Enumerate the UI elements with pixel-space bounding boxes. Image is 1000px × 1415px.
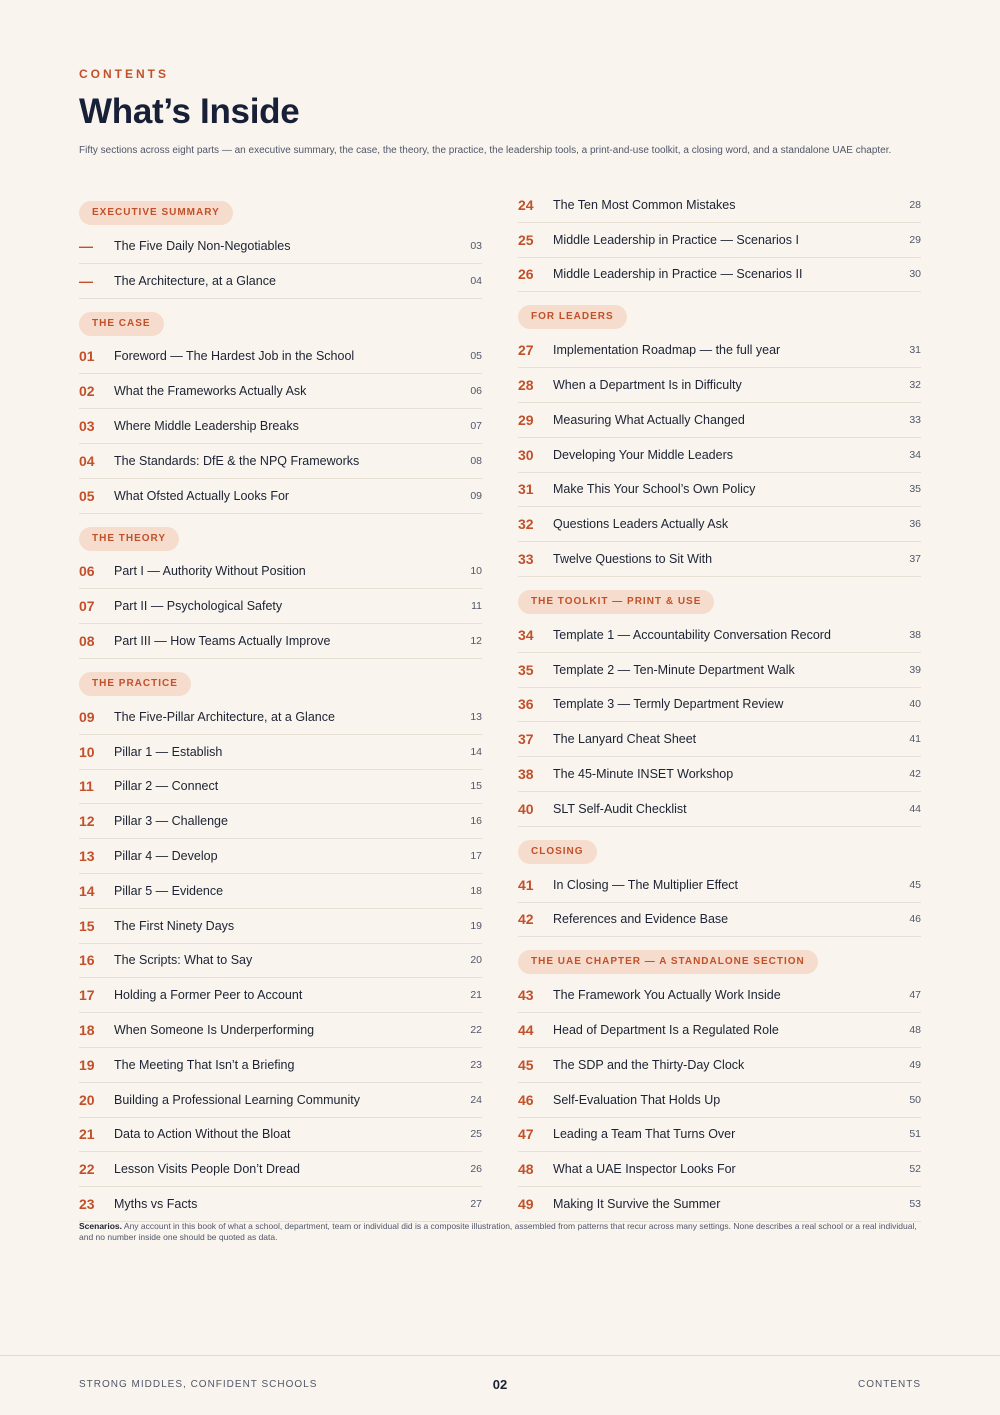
toc-entry[interactable]	[518, 978, 921, 1013]
toc-section	[518, 937, 921, 1222]
entry-page-number: 33	[909, 413, 921, 426]
entry-number: 20	[79, 1091, 95, 1108]
entry-page-number: 18	[470, 884, 482, 897]
scenarios-footnote	[79, 1221, 921, 1243]
toc-entry[interactable]	[79, 479, 482, 514]
toc-section	[79, 659, 482, 1222]
toc-entry[interactable]	[518, 792, 921, 827]
toc-section	[518, 188, 921, 292]
entry-title: Pillar 3 — Challenge	[114, 814, 228, 829]
entry-page-number: 17	[470, 850, 482, 863]
toc-entry[interactable]	[79, 1152, 482, 1187]
entry-title: When Someone Is Underperforming	[114, 1023, 315, 1038]
toc-entry[interactable]	[79, 1187, 482, 1222]
toc-entry[interactable]	[518, 188, 921, 223]
entry-title: The 45-Minute INSET Workshop	[553, 767, 734, 782]
entry-number: 21	[79, 1126, 95, 1143]
toc-entry[interactable]	[518, 653, 921, 688]
entry-page-number: 31	[909, 344, 921, 357]
entry-page-number: 48	[909, 1024, 921, 1037]
toc-entry[interactable]	[518, 618, 921, 653]
entry-title: Pillar 5 — Evidence	[114, 883, 224, 898]
toc-entry[interactable]	[79, 229, 482, 264]
entry-title: Part I — Authority Without Position	[114, 564, 306, 579]
entry-page-number: 35	[909, 483, 921, 496]
toc-entry[interactable]	[79, 1118, 482, 1153]
entry-page-number: 32	[909, 379, 921, 392]
entry-page-number: 47	[909, 989, 921, 1002]
entry-number: 44	[518, 1022, 534, 1039]
entry-page-number: 44	[909, 802, 921, 815]
entry-title: When a Department Is in Difficulty	[553, 378, 742, 393]
entry-title: The Five Daily Non-Negotiables	[114, 238, 291, 253]
entry-page-number: 49	[909, 1058, 921, 1071]
entry-page-number: 45	[909, 878, 921, 891]
toc-section	[518, 577, 921, 827]
eyebrow-label: CONTENTS	[79, 67, 169, 81]
entry-number: 40	[518, 800, 534, 817]
toc-entry[interactable]	[79, 1013, 482, 1048]
entry-page-number: 07	[470, 420, 482, 433]
section-label: THE UAE CHAPTER — A STANDALONE SECTION	[518, 950, 818, 974]
entry-number: 24	[518, 196, 534, 213]
entry-title: What a UAE Inspector Looks For	[553, 1162, 736, 1177]
section-label: THE PRACTICE	[79, 672, 191, 696]
entry-title: The SDP and the Thirty-Day Clock	[553, 1057, 745, 1072]
entry-page-number: 24	[470, 1093, 482, 1106]
entry-number: —	[79, 272, 93, 289]
entry-title: Building a Professional Learning Community	[114, 1092, 360, 1107]
footnote-lead: Scenarios.	[79, 1221, 122, 1231]
entry-number: 11	[79, 778, 94, 795]
entry-page-number: 08	[470, 454, 482, 467]
toc-entry[interactable]	[518, 903, 921, 938]
section-label: FOR LEADERS	[518, 305, 627, 329]
toc-entry[interactable]	[79, 589, 482, 624]
toc-entry[interactable]	[79, 839, 482, 874]
entry-page-number: 42	[909, 768, 921, 781]
entry-title: Middle Leadership in Practice — Scenarios I	[553, 232, 799, 247]
entry-title: Make This Your School’s Own Policy	[553, 482, 756, 497]
entry-number: 30	[518, 446, 534, 463]
entry-number: 17	[79, 987, 95, 1004]
entry-page-number: 11	[471, 600, 482, 613]
toc-entry[interactable]	[518, 1118, 921, 1153]
toc-entry[interactable]	[518, 1152, 921, 1187]
toc-entry[interactable]	[79, 770, 482, 805]
entry-title: Template 1 — Accountability Conversation Record	[553, 627, 831, 642]
entry-page-number: 14	[470, 745, 482, 758]
entry-page-number: 37	[909, 553, 921, 566]
toc-entry[interactable]	[79, 409, 482, 444]
entry-number: 35	[518, 661, 534, 678]
entry-title: Self-Evaluation That Holds Up	[553, 1092, 721, 1107]
entry-title: The Scripts: What to Say	[114, 953, 253, 968]
entry-number: 07	[79, 598, 95, 615]
section-label: THE TOOLKIT — PRINT & USE	[518, 590, 714, 614]
entry-number: 28	[518, 377, 534, 394]
toc-entry[interactable]	[518, 1013, 921, 1048]
entry-number: 49	[518, 1196, 534, 1213]
toc-entry[interactable]	[518, 722, 921, 757]
toc-entry[interactable]	[79, 1083, 482, 1118]
entry-number: 26	[518, 266, 534, 283]
toc-entry[interactable]	[79, 735, 482, 770]
entry-number: 43	[518, 987, 534, 1004]
entry-title: The Standards: DfE & the NPQ Frameworks	[114, 453, 360, 468]
toc-entry[interactable]	[79, 804, 482, 839]
entry-page-number: 20	[470, 954, 482, 967]
entry-title: Pillar 2 — Connect	[114, 779, 219, 794]
toc-entry[interactable]	[79, 555, 482, 590]
entry-number: 32	[518, 516, 534, 533]
entry-page-number: 46	[909, 913, 921, 926]
section-label: THE THEORY	[79, 527, 179, 551]
toc-entry[interactable]	[79, 874, 482, 909]
entry-title: The Meeting That Isn’t a Briefing	[114, 1057, 295, 1072]
entry-title: Template 3 — Termly Department Review	[553, 697, 784, 712]
entry-number: 14	[79, 882, 95, 899]
entry-number: 41	[518, 876, 534, 893]
toc-section	[79, 299, 482, 514]
toc-entry[interactable]	[79, 444, 482, 479]
toc-entry[interactable]	[518, 333, 921, 368]
section-label: EXECUTIVE SUMMARY	[79, 201, 233, 225]
entry-number: 18	[79, 1022, 95, 1039]
entry-page-number: 30	[909, 268, 921, 281]
toc-section	[79, 514, 482, 659]
entry-number: 23	[79, 1196, 95, 1213]
entry-number: 45	[518, 1056, 534, 1073]
entry-title: Middle Leadership in Practice — Scenarios II	[553, 267, 803, 282]
entry-page-number: 40	[909, 698, 921, 711]
entry-title: Developing Your Middle Leaders	[553, 447, 733, 462]
entry-page-number: 19	[470, 919, 482, 932]
entry-title: Pillar 4 — Develop	[114, 849, 218, 864]
entry-title: In Closing — The Multiplier Effect	[553, 877, 739, 892]
toc-entry[interactable]	[518, 542, 921, 577]
entry-title: The Ten Most Common Mistakes	[553, 197, 736, 212]
entry-title: SLT Self-Audit Checklist	[553, 801, 687, 816]
entry-number: 33	[518, 551, 534, 568]
page-title: What’s Inside	[79, 92, 300, 131]
entry-number: 38	[518, 766, 534, 783]
page-footer	[79, 1378, 921, 1394]
entry-number: 06	[79, 563, 95, 580]
entry-page-number: 51	[909, 1128, 921, 1141]
toc-entry[interactable]	[518, 403, 921, 438]
entry-page-number: 10	[470, 565, 482, 578]
entry-number: 16	[79, 952, 95, 969]
entry-title: What the Frameworks Actually Ask	[114, 384, 307, 399]
toc-entry[interactable]	[79, 909, 482, 944]
entry-page-number: 21	[470, 989, 482, 1002]
toc-entry[interactable]	[79, 264, 482, 299]
entry-page-number: 27	[470, 1198, 482, 1211]
toc-entry[interactable]	[79, 374, 482, 409]
entry-number: 48	[518, 1161, 534, 1178]
contents-page	[79, 0, 921, 1415]
entry-number: 13	[79, 848, 95, 865]
entry-page-number: 22	[470, 1024, 482, 1037]
intro-text: Fifty sections across eight parts — an executive summary, the case, the theory, the practice, the leadership tools, a print-and-use toolkit, a closing word, and a standalone UAE chapter.	[79, 145, 892, 156]
entry-page-number: 12	[470, 635, 482, 648]
toc-entry[interactable]	[79, 340, 482, 375]
entry-title: Holding a Former Peer to Account	[114, 988, 303, 1003]
toc-column-left	[79, 188, 482, 1222]
toc-entry[interactable]	[79, 944, 482, 979]
toc-entry[interactable]	[518, 757, 921, 792]
toc-entry[interactable]	[79, 624, 482, 659]
entry-number: 19	[79, 1056, 95, 1073]
toc-entry[interactable]	[518, 1083, 921, 1118]
entry-title: The First Ninety Days	[114, 918, 235, 933]
entry-number: 47	[518, 1126, 534, 1143]
footnote-text: Any account in this book of what a school, department, team or individual did is a composite illustration, assembled from patterns that recur across many settings. None describes a real school or a real individual, and no number inside one should be quoted as data.	[79, 1221, 917, 1242]
entry-number: 03	[79, 418, 95, 435]
toc-entry[interactable]	[79, 700, 482, 735]
entry-number: 12	[79, 813, 95, 830]
entry-number: 02	[79, 383, 95, 400]
toc-entry[interactable]	[518, 1048, 921, 1083]
entry-number: 46	[518, 1091, 534, 1108]
entry-number: 10	[79, 743, 95, 760]
toc-entry[interactable]	[518, 1187, 921, 1222]
entry-page-number: 28	[909, 198, 921, 211]
entry-page-number: 16	[470, 815, 482, 828]
entry-page-number: 39	[909, 663, 921, 676]
entry-page-number: 06	[470, 385, 482, 398]
entry-page-number: 50	[909, 1093, 921, 1106]
toc-entry[interactable]	[518, 258, 921, 293]
toc-entry[interactable]	[79, 978, 482, 1013]
entry-number: 27	[518, 342, 534, 359]
entry-title: References and Evidence Base	[553, 912, 729, 927]
entry-number: —	[79, 237, 93, 254]
entry-title: The Architecture, at a Glance	[114, 273, 276, 288]
entry-page-number: 52	[909, 1163, 921, 1176]
entry-number: 04	[79, 452, 95, 469]
entry-page-number: 29	[909, 233, 921, 246]
entry-title: Where Middle Leadership Breaks	[114, 419, 299, 434]
entry-page-number: 38	[909, 628, 921, 641]
entry-page-number: 03	[470, 239, 482, 252]
toc-entry[interactable]	[518, 688, 921, 723]
toc-section	[518, 827, 921, 938]
entry-page-number: 53	[909, 1198, 921, 1211]
entry-title: Measuring What Actually Changed	[553, 412, 745, 427]
entry-number: 31	[518, 481, 534, 498]
toc-entry[interactable]	[79, 1048, 482, 1083]
entry-title: Implementation Roadmap — the full year	[553, 343, 781, 358]
entry-title: Making It Survive the Summer	[553, 1197, 721, 1212]
entry-number: 09	[79, 708, 95, 725]
entry-title: Leading a Team That Turns Over	[553, 1127, 736, 1142]
entry-number: 22	[79, 1161, 95, 1178]
toc-column-right	[518, 188, 921, 1222]
entry-number: 08	[79, 633, 95, 650]
entry-title: Pillar 1 — Establish	[114, 744, 223, 759]
entry-title: Foreword — The Hardest Job in the School	[114, 349, 355, 364]
entry-page-number: 26	[470, 1163, 482, 1176]
entry-page-number: 36	[909, 518, 921, 531]
footer-section-name: CONTENTS	[858, 1379, 921, 1390]
entry-page-number: 34	[909, 448, 921, 461]
entry-number: 37	[518, 731, 534, 748]
toc-entry[interactable]	[518, 507, 921, 542]
entry-number: 29	[518, 411, 534, 428]
entry-title: The Framework You Actually Work Inside	[553, 988, 781, 1003]
entry-number: 36	[518, 696, 534, 713]
entry-title: Questions Leaders Actually Ask	[553, 517, 729, 532]
entry-title: The Lanyard Cheat Sheet	[553, 732, 697, 747]
entry-number: 15	[79, 917, 95, 934]
entry-page-number: 41	[909, 733, 921, 746]
toc-entry[interactable]	[518, 473, 921, 508]
toc-section	[79, 188, 482, 299]
toc-section	[518, 292, 921, 577]
entry-number: 25	[518, 231, 534, 248]
entry-title: Lesson Visits People Don’t Dread	[114, 1162, 300, 1177]
toc-entry[interactable]	[518, 368, 921, 403]
section-label: CLOSING	[518, 840, 597, 864]
toc-entry[interactable]	[518, 868, 921, 903]
entry-number: 34	[518, 626, 534, 643]
entry-page-number: 05	[470, 350, 482, 363]
entry-page-number: 23	[470, 1058, 482, 1071]
entry-number: 42	[518, 911, 534, 928]
entry-title: Data to Action Without the Bloat	[114, 1127, 291, 1142]
entry-title: Twelve Questions to Sit With	[553, 552, 713, 567]
entry-page-number: 13	[470, 710, 482, 723]
entry-title: Head of Department Is a Regulated Role	[553, 1023, 779, 1038]
section-label: THE CASE	[79, 312, 164, 336]
entry-number: 05	[79, 487, 95, 504]
entry-title: What Ofsted Actually Looks For	[114, 488, 290, 503]
entry-page-number: 15	[470, 780, 482, 793]
toc-entry[interactable]	[518, 438, 921, 473]
entry-title: Part III — How Teams Actually Improve	[114, 634, 331, 649]
entry-title: Template 2 — Ten-Minute Department Walk	[553, 662, 795, 677]
toc-entry[interactable]	[518, 223, 921, 258]
footer-page-number: 02	[492, 1377, 508, 1392]
entry-page-number: 25	[470, 1128, 482, 1141]
entry-page-number: 09	[470, 489, 482, 502]
entry-title: Part II — Psychological Safety	[114, 599, 283, 614]
entry-title: The Five-Pillar Architecture, at a Glance	[114, 709, 335, 724]
footer-divider	[0, 1355, 1000, 1356]
entry-title: Myths vs Facts	[114, 1197, 198, 1212]
footer-book-title: STRONG MIDDLES, CONFIDENT SCHOOLS	[79, 1379, 318, 1390]
entry-number: 01	[79, 348, 95, 365]
entry-page-number: 04	[470, 274, 482, 287]
